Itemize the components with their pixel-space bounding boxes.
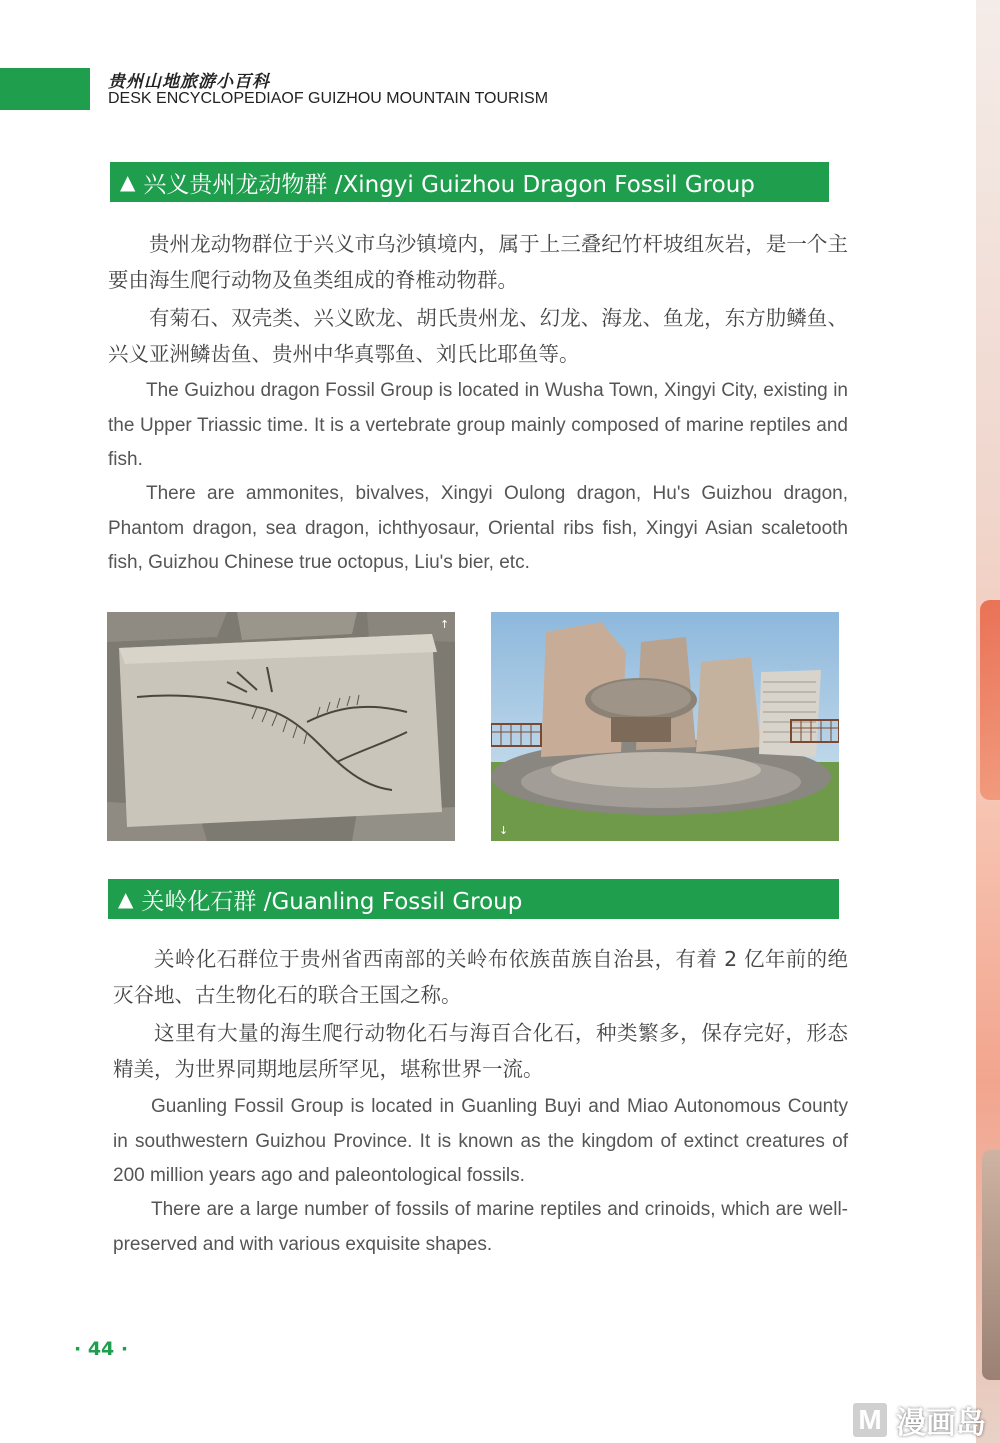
paragraph: The Guizhou dragon Fossil Group is located in Wusha Town, Xingyi City, existing in the Upper Triassic time. It is a vertebrate group mainly composed of marine reptiles and fish.	[108, 380, 848, 470]
paragraph: 有菊石、双壳类、兴义欧龙、胡氏贵州龙、幻龙、海龙、鱼龙，东方肋鳞鱼、兴义亚洲鳞齿鱼、贵州中华真鄂鱼、刘氏比耶鱼等。	[108, 306, 848, 366]
decorative-right-strip	[976, 0, 1000, 1443]
fossil-slab-photo	[107, 612, 455, 841]
paragraph: 贵州龙动物群位于兴义市乌沙镇境内，属于上三叠纪竹杆坡组灰岩，是一个主要由海生爬行动物及鱼类组成的脊椎动物群。	[108, 232, 848, 292]
paragraph: 这里有大量的海生爬行动物化石与海百合化石，种类繁多，保存完好，形态精美，为世界同期地层所罕见，堪称世界一流。	[113, 1021, 848, 1081]
watermark	[850, 1398, 986, 1442]
watermark-logo-icon: M	[850, 1400, 890, 1440]
section-title-guanling	[108, 879, 839, 919]
monument-photo	[491, 612, 839, 841]
watermark-text: 漫画岛	[896, 1406, 986, 1441]
section-title-xingyi	[110, 162, 829, 202]
section-title-text: 关岭化石群 /Guanling Fossil Group	[141, 888, 523, 915]
section-title-text: 兴义贵州龙动物群 /Xingyi Guizhou Dragon Fossil Group	[143, 171, 755, 198]
paragraph: 关岭化石群位于贵州省西南部的关岭布依族苗族自治县，有着 2 亿年前的绝灭谷地、古生物化石的联合王国之称。	[113, 947, 848, 1007]
triangle-icon: ▲	[120, 170, 136, 194]
triangle-icon: ▲	[118, 887, 134, 911]
svg-text:↑: ↑	[440, 618, 450, 631]
decorative-shape	[980, 600, 1000, 800]
paragraph: There are a large number of fossils of marine reptiles and crinoids, which are well-preserved and with various exquisite shapes.	[113, 1199, 848, 1255]
decorative-shape	[982, 1150, 1000, 1380]
header-accent-bar	[0, 68, 90, 110]
svg-text:↓: ↓	[499, 824, 509, 837]
paragraph: Guanling Fossil Group is located in Guanling Buyi and Miao Autonomous County in southwestern Guizhou Province. It is known as the kingdom of extinct creatures of 200 million years ago and paleontological fossils.	[113, 1096, 848, 1186]
header-title-en: DESK ENCYCLOPEDIAOF GUIZHOU MOUNTAIN TOURISM	[108, 90, 549, 107]
header-title-cn: 贵州山地旅游小百科	[108, 72, 270, 92]
page-number: · 44 ·	[74, 1338, 129, 1360]
paragraph: There are ammonites, bivalves, Xingyi Oulong dragon, Hu's Guizhou dragon, Phantom dragon, sea dragon, ichthyosaur, Oriental ribs fish, Xingyi Asian scaletooth fish, Guizhou Chinese true octopus, Liu's bier, etc.	[108, 483, 848, 573]
